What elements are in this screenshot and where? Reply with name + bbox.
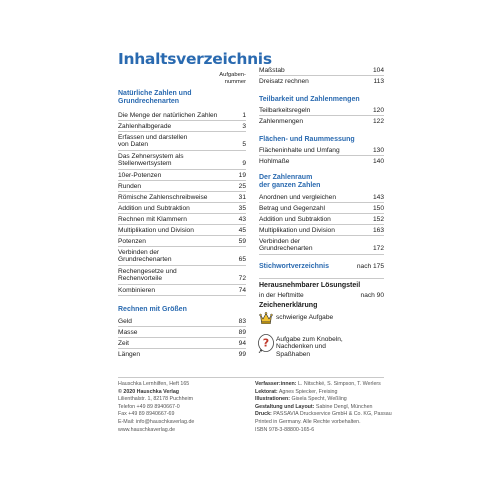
divider [259,278,384,279]
toc-entry[interactable]: Multiplikation und Division 45 [118,227,246,234]
toc-entry[interactable]: Erfassen und darstellen von Daten 5 [118,134,246,151]
toc-entry[interactable]: Multiplikation und Division 163 [259,227,384,234]
section-heading-natuerliche-zahlen: Natürliche Zahlen und Grundrechenarten [118,90,192,105]
loesungsteil-heading: Herausnehmbarer Lösungsteil [259,282,361,289]
crown-icon [259,311,273,325]
footer-credits: Verfasser:innen: L. Nitschké, S. Simpson, T. Werlers Lektorat: Agnes Spiecker, Freising Illustrationen: Gisela Specht, Weßling Gestaltung und Layout: Sabine Dengl, München Druck: PASSAVIA Druckservice GmbH & Co. KG, Passau Printed in Germany. Alle Rechte vorbehalten. ISBN 978-3-88800-165-6 [255,381,392,433]
crown-legend-text: schwierige Aufgabe [276,314,334,321]
toc-entry[interactable]: Addition und Subtraktion 152 [259,216,384,223]
toc-entry[interactable]: Zahlenhalbgerade 3 [118,123,246,130]
toc-entry[interactable]: Flächeninhalte und Umfang 130 [259,147,384,154]
footer-divider [118,377,384,378]
toc-entry[interactable]: Dreisatz rechnen 113 [259,78,384,85]
footer-publisher-info: Hauschka Lernhilfen, Heft 165 © 2020 Hauschka Verlag Lilienthalstr. 1, 82178 Puchheim Telefon +49 89 8940667-0 Fax +49 89 8940667-69 E-Mail: info@hauschkaverlag.de www.hauschkaverlag.de [118,381,195,433]
toc-entry[interactable]: Teilbarkeitsregeln 120 [259,107,384,114]
toc-entry[interactable]: Die Menge der natürlichen Zahlen 1 [118,112,246,119]
toc-entry[interactable]: Rechengesetze und Rechenvorteile 72 [118,268,246,285]
toc-entry[interactable]: Zahlenmengen 122 [259,118,384,125]
toc-entry[interactable]: Zeit 94 [118,340,246,347]
page-title: Inhaltsverzeichnis [118,50,272,68]
toc-entry[interactable]: Verbinden der Grundrechenarten 65 [118,249,246,266]
aufgaben-column-header: Aufgaben- nummer [219,72,246,85]
section-heading-rechnen-mit-groessen: Rechnen mit Größen [118,306,187,313]
toc-entry[interactable]: Rechnen mit Klammern 43 [118,216,246,223]
puzzle-question-icon [257,333,275,353]
toc-entry-stichwortverzeichnis[interactable]: Stichwortverzeichnis nach 175 [259,263,384,270]
toc-entry[interactable]: Römische Zahlenschreibweise 31 [118,194,246,201]
toc-entry[interactable]: Längen 99 [118,351,246,358]
toc-entry[interactable]: 10er-Potenzen 19 [118,172,246,179]
toc-entry[interactable]: Das Zehnersystem als Stellenwertsystem 9 [118,153,246,170]
toc-entry-loesungsteil[interactable]: in der Heftmitte nach 90 [259,292,384,299]
toc-entry[interactable]: Addition und Subtraktion 35 [118,205,246,212]
zeichenerklaerung-heading: Zeichenerklärung [259,302,318,309]
puzzle-legend-text: Aufgabe zum Knobeln, Nachdenken und Spaßhaben [276,336,343,358]
toc-entry[interactable]: Maßstab 104 [259,67,384,74]
section-heading-ganze-zahlen: Der Zahlenraum der ganzen Zahlen [259,174,321,189]
section-heading-flaechen: Flächen- und Raummessung [259,136,355,143]
toc-entry[interactable]: Anordnen und vergleichen 143 [259,194,384,201]
section-heading-teilbarkeit: Teilbarkeit und Zahlenmengen [259,96,360,103]
toc-entry[interactable]: Verbinden der Grundrechenarten 172 [259,238,384,255]
toc-entry[interactable]: Potenzen 59 [118,238,246,245]
toc-entry[interactable]: Kombinieren 74 [118,287,246,294]
toc-entry[interactable]: Runden 25 [118,183,246,190]
svg-text:?: ? [262,336,270,350]
toc-entry[interactable]: Masse 89 [118,329,246,336]
toc-entry[interactable]: Betrag und Gegenzahl 150 [259,205,384,212]
toc-entry[interactable]: Hohlmaße 140 [259,158,384,165]
toc-entry[interactable]: Geld 83 [118,318,246,325]
